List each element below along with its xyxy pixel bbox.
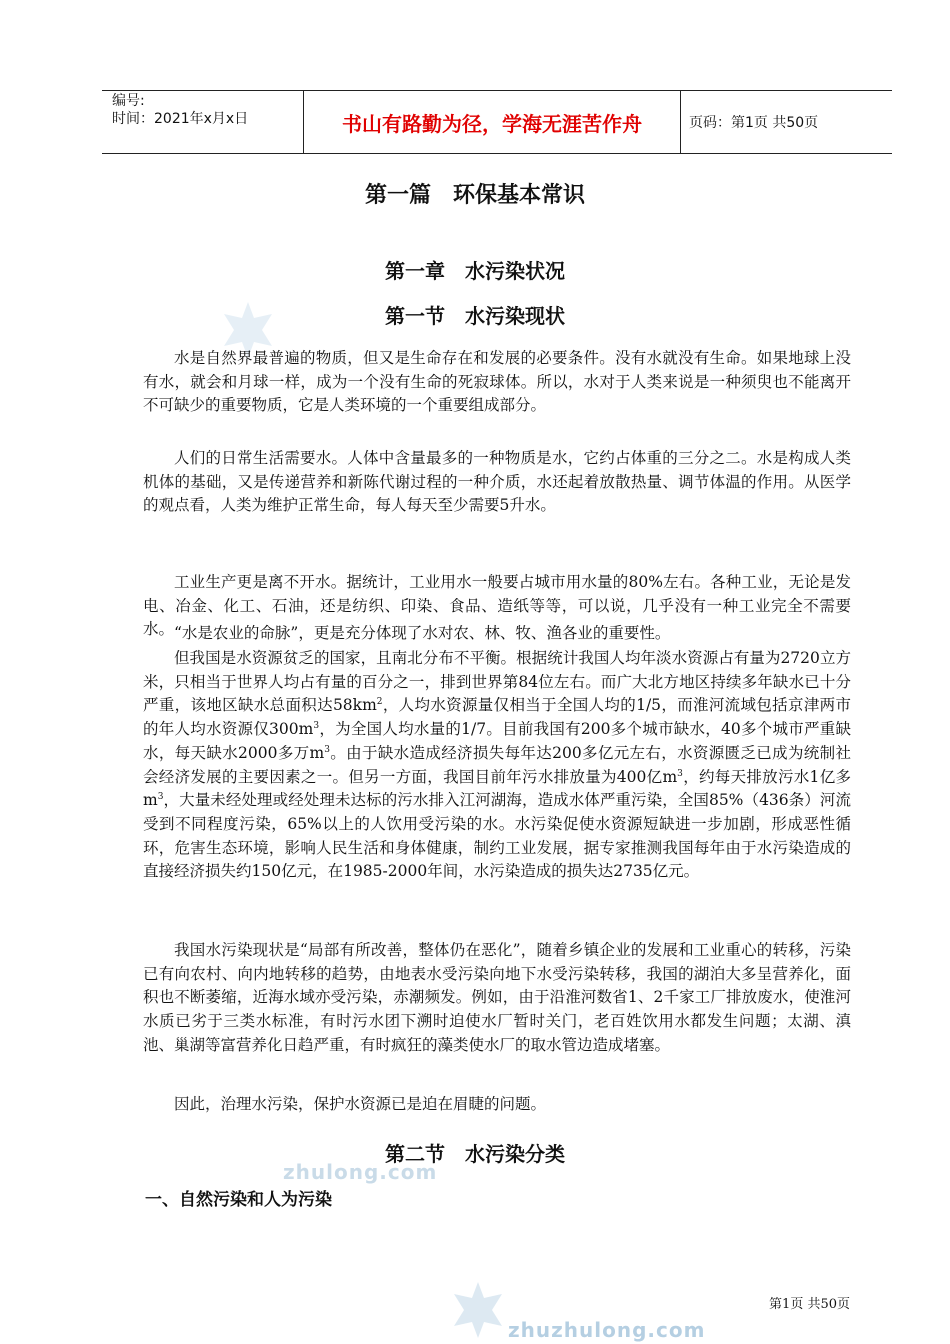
paragraph-segment: ，大量未经处理或经处理未达标的污水排入江河湖海，造成水体严重污染，全国85%（436条）河流受到不同程度污染，65%以上的人饮用受污染的水。水污染促使水资源短缺进一步加剧，形成恶性循环，危害生态环境，影响人民生活和身体健康，制约工业发展，据专家推测我国每年由于水污染造成的直接经济损失约150亿元，在1985-2000年间，水污染造成的损失达2735亿元。 bbox=[143, 791, 851, 881]
paragraph-segment: ，约每天排放污水1亿多m bbox=[143, 767, 851, 810]
watermark-text: zhulong.com bbox=[283, 1160, 438, 1184]
watermark-text-bottom: zhuzhulong.com bbox=[508, 1318, 706, 1342]
paragraph: 我国水污染现状是“局部有所改善，整体仍在恶化”，随着乡镇企业的发展和工业重心的转移，污染已有向农村、向内地转移的趋势，由地表水受污染向地下水受污染转移，我国的湖泊大多呈营养化，面积也不断萎缩，近海水域亦受污染，赤潮频发。例如，由于沿淮河数省1、2千家工厂排放废水，使淮河水质已劣于三类水标准，有时污水团下溯时迫使水厂暂时关门，老百姓饮用水都发生问题；太湖、滇池、巢湖等富营养化日趋严重，有时疯狂的藻类使水厂的取水管边造成堵塞。 bbox=[143, 941, 851, 1054]
superscript: 3 bbox=[313, 720, 320, 731]
subheading: 一、自然污染和人为污染 bbox=[145, 1190, 332, 1210]
paragraph-segment: ，人均水资源量仅相当于全国人均的1/5，而淮河流域包括京津两市的年人均水资源仅300m bbox=[143, 696, 851, 739]
number-label: 编号: bbox=[112, 93, 145, 109]
footer-page-number: 第1页 共50页 bbox=[769, 1297, 850, 1312]
document-header bbox=[102, 90, 892, 154]
paragraph: 工业生产更是离不开水。据统计，工业用水一般要占城市用水量的80%左右。各种工业，无论是发电、冶金、化工、石油，还是纺织、印染、食品、造纸等等，可以说，几乎没有一种工业完全不需要水。 bbox=[143, 573, 851, 639]
paragraph-segment: 。由于缺水造成经济损失每年达200多亿元左右，水资源匮乏已成为统制社会经济发展的主要因素之一。但另一方面，我国目前年污水排放量为400亿m bbox=[143, 743, 851, 786]
paragraph: 人们的日常生活需要水。人体中含量最多的一种物质是水，它约占体重的三分之二。水是构成人类机体的基础，又是传递营养和新陈代谢过程的一种介质，水还起着放散热量、调节体温的作用。从医学的观点看，人类为维护正常生命，每人每天至少需要5升水。 bbox=[143, 449, 851, 515]
superscript: 2 bbox=[376, 697, 383, 708]
paragraph-segment: ，为全国人均水量的1/7。目前我国有200多个城市缺水，40多个城市严重缺水，每天缺水2000多万m bbox=[143, 720, 851, 762]
part-title: 第一篇 环保基本常识 bbox=[364, 183, 585, 208]
paragraph: “水是农业的命脉”，更是充分体现了水对农、林、牧、渔各业的重要性。 bbox=[174, 624, 671, 642]
paragraph: 因此，治理水污染，保护水资源已是迫在眉睫的问题。 bbox=[174, 1095, 547, 1113]
superscript: 3 bbox=[157, 792, 164, 803]
time-label: 时间：2021年x月x日 bbox=[112, 111, 249, 127]
chapter-title: 第一章 水污染状况 bbox=[385, 259, 565, 283]
header-info-cell bbox=[102, 91, 304, 153]
watermark-logo-icon-bottom bbox=[448, 1280, 508, 1340]
section-title-2: 第二节 水污染分类 bbox=[385, 1142, 565, 1166]
header-motto: 书山有路勤为径，学海无涯苦作舟 bbox=[304, 91, 681, 153]
superscript: 3 bbox=[677, 768, 683, 779]
superscript: 3 bbox=[324, 744, 330, 755]
paragraph: 水是自然界最普遍的物质，但又是生命存在和发展的必要条件。没有水就没有生命。如果地球上没有水，就会和月球一样，成为一个没有生命的死寂球体。所以，水对于人类来说是一种须臾也不能离开不可缺少的重要物质，它是人类环境的一个重要组成部分。 bbox=[143, 349, 851, 415]
section-title: 第一节 水污染现状 bbox=[385, 304, 565, 328]
paragraph-segment: 但我国是水资源贫乏的国家，且南北分布不平衡。根据统计我国人均年淡水资源占有量为2720立方米，只相当于世界人均占有量的百分之一，排到世界第84位左右。而广大北方地区持续多年缺水已十分严重，该地区缺水总面积达58km bbox=[143, 649, 851, 715]
paragraph bbox=[143, 647, 851, 884]
header-page-label: 页码：第1页 共50页 bbox=[689, 115, 819, 131]
